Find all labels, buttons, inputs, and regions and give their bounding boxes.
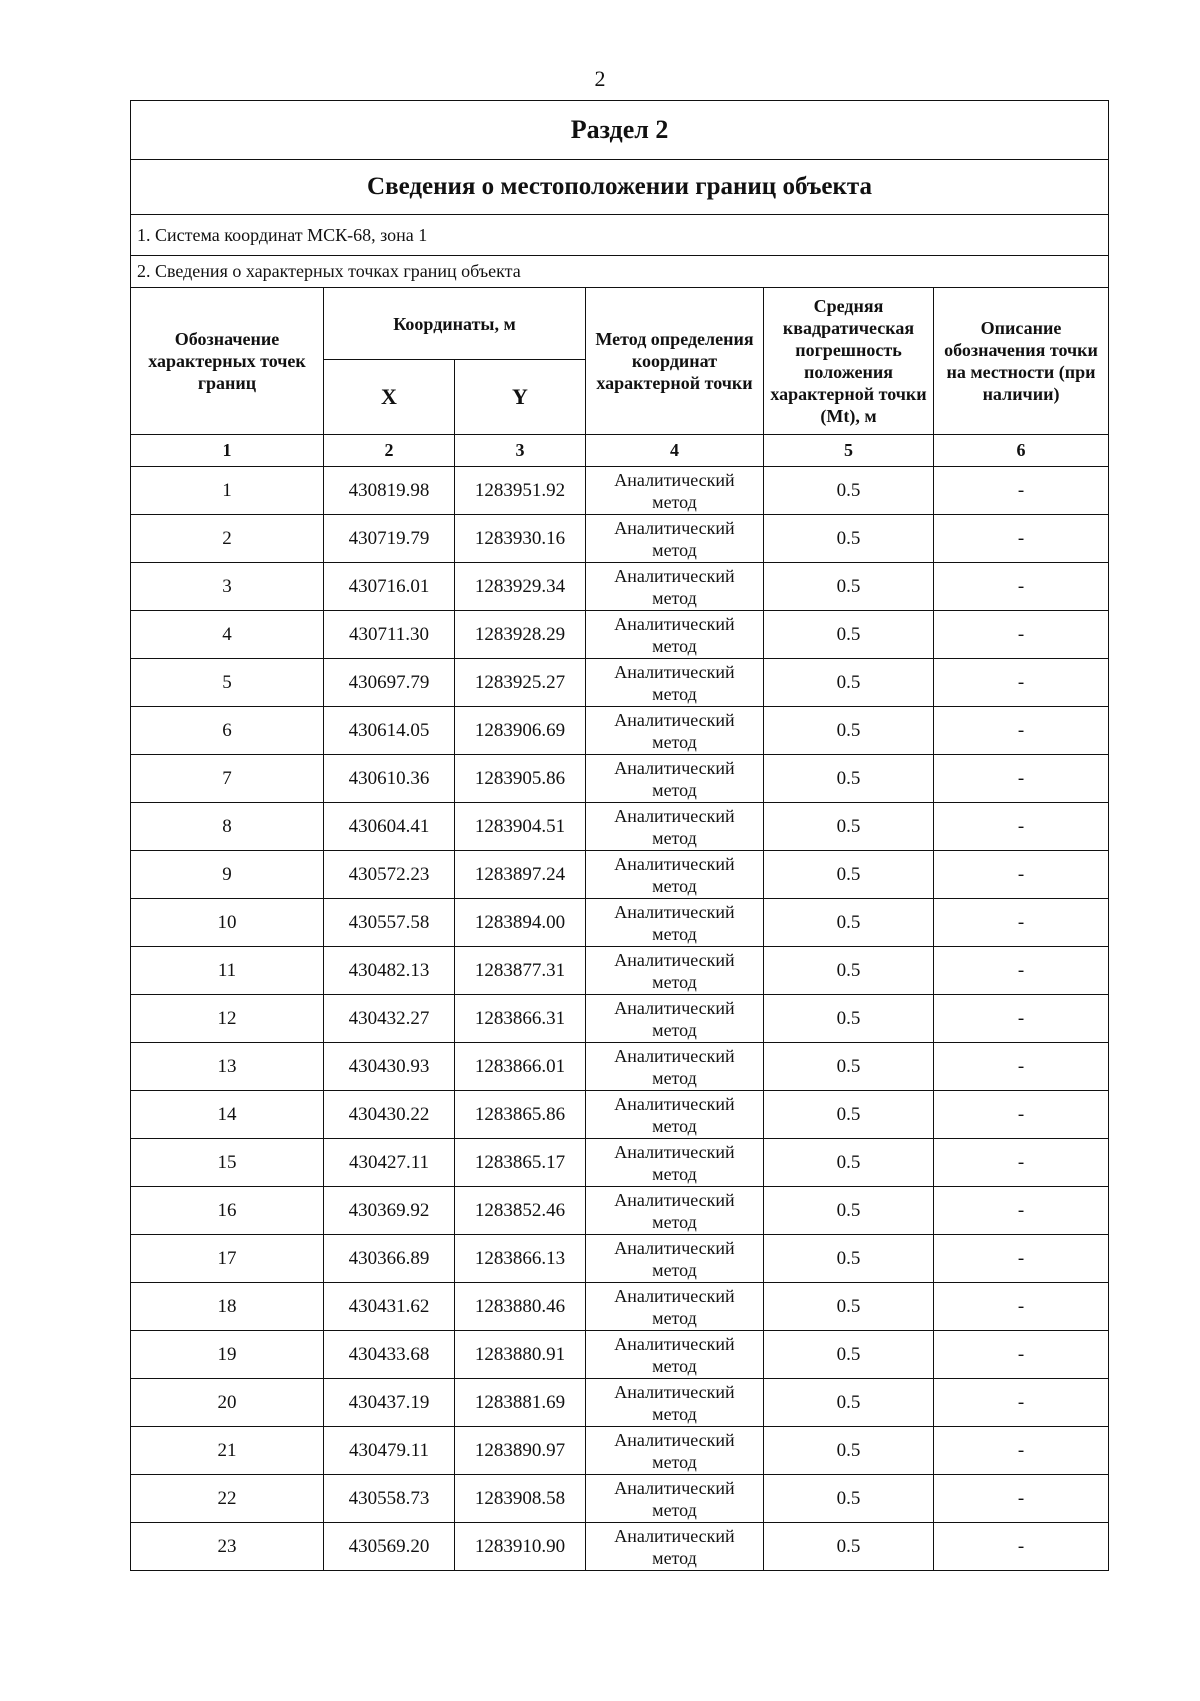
- table-row: [131, 1235, 1109, 1283]
- method-line2: метод: [652, 923, 697, 944]
- method-line2: метод: [652, 875, 697, 896]
- point-description: -: [934, 1235, 1109, 1283]
- coord-x: 430369.92: [324, 1187, 455, 1235]
- section-title: Раздел 2: [131, 101, 1109, 160]
- mean-error: 0.5: [764, 659, 934, 707]
- method-line1: Аналитический: [614, 613, 735, 634]
- column-number: 3: [455, 435, 586, 467]
- method: [586, 707, 764, 755]
- method: [586, 1523, 764, 1571]
- coord-x: 430479.11: [324, 1427, 455, 1475]
- method-line1: Аналитический: [614, 1189, 735, 1210]
- method-line1: Аналитический: [614, 1141, 735, 1162]
- mean-error: 0.5: [764, 1187, 934, 1235]
- coord-x: 430719.79: [324, 515, 455, 563]
- table-row: [131, 1139, 1109, 1187]
- point-number: 6: [131, 707, 324, 755]
- coord-x: 430610.36: [324, 755, 455, 803]
- method-line1: Аналитический: [614, 1429, 735, 1450]
- method-line2: метод: [652, 1115, 697, 1136]
- method-line2: метод: [652, 1163, 697, 1184]
- table-row: [131, 1283, 1109, 1331]
- coord-x: 430433.68: [324, 1331, 455, 1379]
- point-description: -: [934, 467, 1109, 515]
- method-line2: метод: [652, 1499, 697, 1520]
- method-line1: Аналитический: [614, 1477, 735, 1498]
- table-row: [131, 899, 1109, 947]
- point-description: -: [934, 1091, 1109, 1139]
- table-row: [131, 803, 1109, 851]
- table-row: [131, 1427, 1109, 1475]
- coord-x: 430366.89: [324, 1235, 455, 1283]
- mean-error: 0.5: [764, 1475, 934, 1523]
- coord-x: 430432.27: [324, 995, 455, 1043]
- mean-error: 0.5: [764, 1235, 934, 1283]
- coord-x: 430430.22: [324, 1091, 455, 1139]
- method-line1: Аналитический: [614, 1381, 735, 1402]
- point-description: -: [934, 515, 1109, 563]
- point-description: -: [934, 899, 1109, 947]
- mean-error: 0.5: [764, 995, 934, 1043]
- points-heading: 2. Сведения о характерных точках границ объекта: [131, 256, 1109, 288]
- mean-error: 0.5: [764, 1379, 934, 1427]
- table-row: [131, 1091, 1109, 1139]
- table-row: [131, 1475, 1109, 1523]
- method: [586, 803, 764, 851]
- method-line2: метод: [652, 635, 697, 656]
- mean-error: 0.5: [764, 467, 934, 515]
- point-number: 19: [131, 1331, 324, 1379]
- point-number: 11: [131, 947, 324, 995]
- table-row: [131, 1043, 1109, 1091]
- header-x: X: [324, 360, 455, 435]
- coord-x: 430604.41: [324, 803, 455, 851]
- point-number: 1: [131, 467, 324, 515]
- coord-x: 430437.19: [324, 1379, 455, 1427]
- coord-y: 1283904.51: [455, 803, 586, 851]
- column-number: 2: [324, 435, 455, 467]
- point-number: 10: [131, 899, 324, 947]
- method: [586, 1139, 764, 1187]
- table-row: [131, 659, 1109, 707]
- method: [586, 1379, 764, 1427]
- column-number: 5: [764, 435, 934, 467]
- point-number: 9: [131, 851, 324, 899]
- table-row: [131, 611, 1109, 659]
- point-description: -: [934, 851, 1109, 899]
- coord-y: 1283925.27: [455, 659, 586, 707]
- method-line1: Аналитический: [614, 997, 735, 1018]
- method-line1: Аналитический: [614, 565, 735, 586]
- coord-y: 1283866.01: [455, 1043, 586, 1091]
- coord-y: 1283866.13: [455, 1235, 586, 1283]
- point-description: -: [934, 1379, 1109, 1427]
- mean-error: 0.5: [764, 515, 934, 563]
- method-line2: метод: [652, 1307, 697, 1328]
- coord-y: 1283908.58: [455, 1475, 586, 1523]
- coord-y: 1283865.17: [455, 1139, 586, 1187]
- coord-x: 430614.05: [324, 707, 455, 755]
- method-line2: метод: [652, 539, 697, 560]
- coord-x: 430697.79: [324, 659, 455, 707]
- header-point-designation: Обозначение характерных точек границ: [131, 288, 324, 435]
- coord-x: 430716.01: [324, 563, 455, 611]
- point-description: -: [934, 611, 1109, 659]
- table-row: [131, 1331, 1109, 1379]
- header-mean-error: Средняя квадратическая погрешность положения характерной точки (Mt), м: [764, 288, 934, 435]
- method: [586, 1187, 764, 1235]
- method: [586, 1331, 764, 1379]
- coord-x: 430819.98: [324, 467, 455, 515]
- mean-error: 0.5: [764, 1283, 934, 1331]
- coordinate-system: 1. Система координат МСК-68, зона 1: [131, 215, 1109, 256]
- point-description: -: [934, 659, 1109, 707]
- point-number: 15: [131, 1139, 324, 1187]
- coord-x: 430431.62: [324, 1283, 455, 1331]
- mean-error: 0.5: [764, 1139, 934, 1187]
- section-subtitle: Сведения о местоположении границ объекта: [131, 160, 1109, 215]
- coord-y: 1283910.90: [455, 1523, 586, 1571]
- coord-y: 1283897.24: [455, 851, 586, 899]
- coord-y: 1283881.69: [455, 1379, 586, 1427]
- table-row: [131, 563, 1109, 611]
- column-number: 6: [934, 435, 1109, 467]
- coord-x: 430558.73: [324, 1475, 455, 1523]
- method-line1: Аналитический: [614, 709, 735, 730]
- method-line2: метод: [652, 587, 697, 608]
- point-number: 20: [131, 1379, 324, 1427]
- point-number: 22: [131, 1475, 324, 1523]
- table-row: [131, 755, 1109, 803]
- mean-error: 0.5: [764, 803, 934, 851]
- point-description: -: [934, 995, 1109, 1043]
- method: [586, 659, 764, 707]
- point-description: -: [934, 1475, 1109, 1523]
- point-number: 8: [131, 803, 324, 851]
- point-number: 14: [131, 1091, 324, 1139]
- table-row: [131, 707, 1109, 755]
- mean-error: 0.5: [764, 1331, 934, 1379]
- method-line2: метод: [652, 1547, 697, 1568]
- coord-y: 1283880.91: [455, 1331, 586, 1379]
- method-line1: Аналитический: [614, 1333, 735, 1354]
- point-number: 17: [131, 1235, 324, 1283]
- method-line2: метод: [652, 971, 697, 992]
- method-line2: метод: [652, 1403, 697, 1424]
- table-row: [131, 995, 1109, 1043]
- method-line1: Аналитический: [614, 901, 735, 922]
- method: [586, 515, 764, 563]
- point-number: 18: [131, 1283, 324, 1331]
- point-description: -: [934, 1043, 1109, 1091]
- mean-error: 0.5: [764, 851, 934, 899]
- method-line1: Аналитический: [614, 949, 735, 970]
- method-line2: метод: [652, 827, 697, 848]
- page-number: 2: [594, 66, 606, 91]
- table-row: [131, 515, 1109, 563]
- method-line2: метод: [652, 1259, 697, 1280]
- method: [586, 1427, 764, 1475]
- point-number: 12: [131, 995, 324, 1043]
- table-row: [131, 467, 1109, 515]
- coord-y: 1283890.97: [455, 1427, 586, 1475]
- method-line1: Аналитический: [614, 853, 735, 874]
- method-line1: Аналитический: [614, 757, 735, 778]
- method-line1: Аналитический: [614, 1237, 735, 1258]
- coord-y: 1283880.46: [455, 1283, 586, 1331]
- point-number: 7: [131, 755, 324, 803]
- coord-y: 1283929.34: [455, 563, 586, 611]
- column-number: 4: [586, 435, 764, 467]
- point-description: -: [934, 803, 1109, 851]
- method: [586, 755, 764, 803]
- method: [586, 899, 764, 947]
- mean-error: 0.5: [764, 947, 934, 995]
- coord-x: 430482.13: [324, 947, 455, 995]
- method-line2: метод: [652, 1355, 697, 1376]
- method-line1: Аналитический: [614, 1525, 735, 1546]
- method-line1: Аналитический: [614, 661, 735, 682]
- method-line2: метод: [652, 1211, 697, 1232]
- table-row: [131, 1523, 1109, 1571]
- point-number: 3: [131, 563, 324, 611]
- header-coordinates: Координаты, м: [324, 288, 586, 360]
- method-line1: Аналитический: [614, 1045, 735, 1066]
- coord-y: 1283906.69: [455, 707, 586, 755]
- coord-x: 430427.11: [324, 1139, 455, 1187]
- coord-x: 430572.23: [324, 851, 455, 899]
- coord-x: 430557.58: [324, 899, 455, 947]
- method-line2: метод: [652, 779, 697, 800]
- coord-y: 1283905.86: [455, 755, 586, 803]
- method-line2: метод: [652, 683, 697, 704]
- table-row: [131, 1187, 1109, 1235]
- point-number: 13: [131, 1043, 324, 1091]
- header-method: Метод определения координат характерной точки: [586, 288, 764, 435]
- point-number: 4: [131, 611, 324, 659]
- method-line1: Аналитический: [614, 469, 735, 490]
- point-description: -: [934, 1523, 1109, 1571]
- table-row: [131, 851, 1109, 899]
- method: [586, 1283, 764, 1331]
- method-line1: Аналитический: [614, 1093, 735, 1114]
- mean-error: 0.5: [764, 755, 934, 803]
- method-line1: Аналитический: [614, 805, 735, 826]
- method: [586, 1043, 764, 1091]
- coord-x: 430711.30: [324, 611, 455, 659]
- table-row: [131, 947, 1109, 995]
- method: [586, 995, 764, 1043]
- method-line2: метод: [652, 731, 697, 752]
- coord-y: 1283951.92: [455, 467, 586, 515]
- header-description: Описание обозначения точки на местности (при наличии): [934, 288, 1109, 435]
- mean-error: 0.5: [764, 1091, 934, 1139]
- method-line2: метод: [652, 1067, 697, 1088]
- method-line2: метод: [652, 1019, 697, 1040]
- point-description: -: [934, 947, 1109, 995]
- point-description: -: [934, 707, 1109, 755]
- coord-y: 1283894.00: [455, 899, 586, 947]
- coord-y: 1283928.29: [455, 611, 586, 659]
- mean-error: 0.5: [764, 899, 934, 947]
- method-line2: метод: [652, 491, 697, 512]
- mean-error: 0.5: [764, 1427, 934, 1475]
- method: [586, 1091, 764, 1139]
- method: [586, 611, 764, 659]
- method: [586, 1475, 764, 1523]
- point-description: -: [934, 1427, 1109, 1475]
- mean-error: 0.5: [764, 1523, 934, 1571]
- method: [586, 947, 764, 995]
- method: [586, 1235, 764, 1283]
- method: [586, 563, 764, 611]
- coord-y: 1283877.31: [455, 947, 586, 995]
- coord-y: 1283866.31: [455, 995, 586, 1043]
- point-number: 16: [131, 1187, 324, 1235]
- method-line1: Аналитический: [614, 1285, 735, 1306]
- column-number-row: [131, 435, 1109, 467]
- point-description: -: [934, 755, 1109, 803]
- boundary-table: [130, 100, 1109, 1571]
- point-description: -: [934, 1331, 1109, 1379]
- mean-error: 0.5: [764, 611, 934, 659]
- point-description: -: [934, 1139, 1109, 1187]
- method-line1: Аналитический: [614, 517, 735, 538]
- method: [586, 467, 764, 515]
- mean-error: 0.5: [764, 563, 934, 611]
- coord-y: 1283865.86: [455, 1091, 586, 1139]
- coord-x: 430569.20: [324, 1523, 455, 1571]
- point-description: -: [934, 1187, 1109, 1235]
- point-number: 5: [131, 659, 324, 707]
- coord-y: 1283930.16: [455, 515, 586, 563]
- point-description: -: [934, 1283, 1109, 1331]
- method-line2: метод: [652, 1451, 697, 1472]
- mean-error: 0.5: [764, 1043, 934, 1091]
- point-number: 21: [131, 1427, 324, 1475]
- column-number: 1: [131, 435, 324, 467]
- point-description: -: [934, 563, 1109, 611]
- point-number: 2: [131, 515, 324, 563]
- coord-x: 430430.93: [324, 1043, 455, 1091]
- header-y: Y: [455, 360, 586, 435]
- table-row: [131, 1379, 1109, 1427]
- mean-error: 0.5: [764, 707, 934, 755]
- coord-y: 1283852.46: [455, 1187, 586, 1235]
- method: [586, 851, 764, 899]
- point-number: 23: [131, 1523, 324, 1571]
